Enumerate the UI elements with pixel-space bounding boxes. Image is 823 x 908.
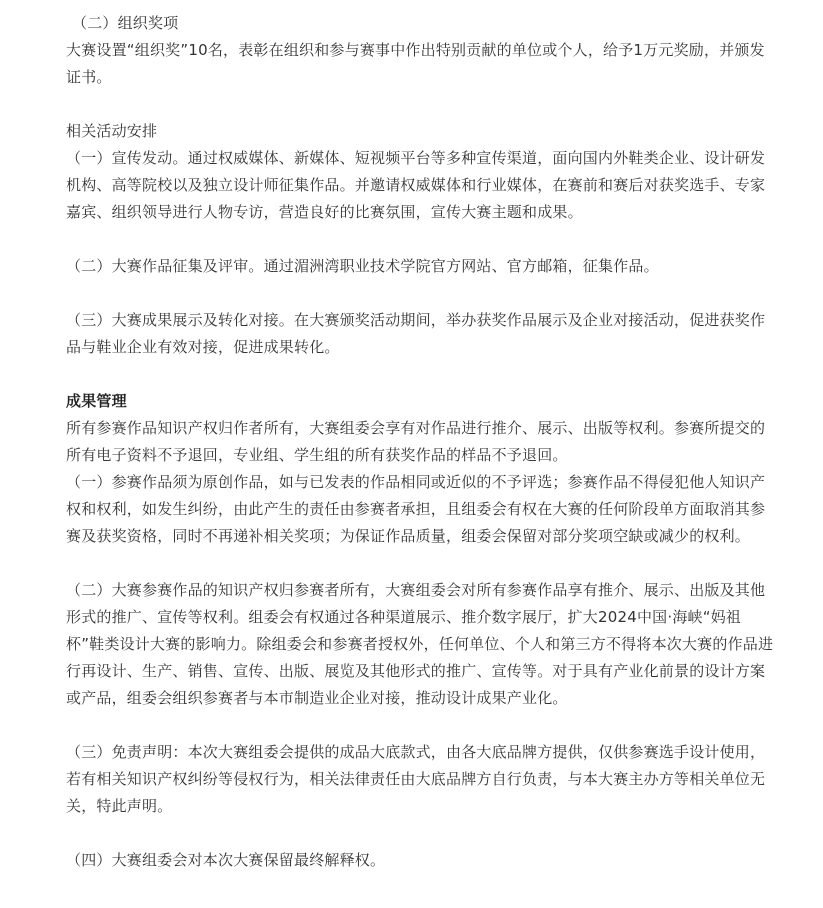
org-award-heading: （二）组织奖项	[72, 14, 179, 32]
document-body	[66, 10, 776, 874]
spacer	[66, 361, 776, 388]
results-item-3: （三）免责声明：本次大赛组委会提供的成品大底款式，由各大底品牌方提供，仅供参赛选手设计使用，若有相关知识产权纠纷等侵权行为，相关法律责任由大底品牌方自行负责，与本大赛主办方等相关单位无关，特此声明。	[66, 743, 766, 815]
results-item-4: （四）大赛组委会对本次大赛保留最终解释权。	[66, 851, 386, 869]
activities-item-1: （一）宣传发动。通过权威媒体、新媒体、短视频平台等多种宣传渠道，面向国内外鞋类企业、设计研发机构、高等院校以及独立设计师征集作品。并邀请权威媒体和行业媒体，在赛前和赛后对获奖选手、专家嘉宾、组织领导进行人物专访，营造良好的比赛氛围，宣传大赛主题和成果。	[66, 149, 766, 221]
activities-heading: 相关活动安排	[66, 122, 158, 140]
spacer	[66, 226, 776, 253]
org-award-body: 大赛设置“组织奖”10名，表彰在组织和参与赛事中作出特别贡献的单位或个人，给予1万元奖励，并颁发证书。	[66, 41, 765, 86]
spacer	[66, 550, 776, 577]
spacer	[66, 280, 776, 307]
results-intro: 所有参赛作品知识产权归作者所有，大赛组委会享有对作品进行推介、展示、出版等权利。参赛所提交的所有电子资料不予退回，专业组、学生组的所有获奖作品的样品不予退回。	[66, 419, 766, 464]
spacer	[66, 91, 776, 118]
activities-item-2: （二）大赛作品征集及评审。通过湄洲湾职业技术学院官方网站、官方邮箱，征集作品。	[66, 257, 659, 275]
spacer	[66, 712, 776, 739]
results-item-2: （二）大赛参赛作品的知识产权归参赛者所有，大赛组委会对所有参赛作品享有推介、展示、出版及其他形式的推广、宣传等权利。组委会有权通过各种渠道展示、推介数字展厅，扩大2024中国·海峡“妈祖杯”鞋类设计大赛的影响力。除组委会和参赛者授权外，任何单位、个人和第三方不得将本次大赛的作品进行再设计、生产、销售、宣传、出版、展览及其他形式的推广、宣传等。对于具有产业化前景的设计方案或产品，组委会组织参赛者与本市制造业企业对接，推动设计成果产业化。	[66, 581, 774, 707]
spacer	[66, 820, 776, 847]
results-heading: 成果管理	[66, 392, 127, 410]
results-item-1: （一）参赛作品须为原创作品，如与已发表的作品相同或近似的不予评选；参赛作品不得侵犯他人知识产权和权利，如发生纠纷，由此产生的责任由参赛者承担，且组委会有权在大赛的任何阶段单方面取消其参赛及获奖资格，同时不再递补相关奖项；为保证作品质量，组委会保留对部分奖项空缺或减少的权利。	[66, 473, 766, 545]
activities-item-3: （三）大赛成果展示及转化对接。在大赛颁奖活动期间，举办获奖作品展示及企业对接活动，促进获奖作品与鞋业企业有效对接，促进成果转化。	[66, 311, 766, 356]
